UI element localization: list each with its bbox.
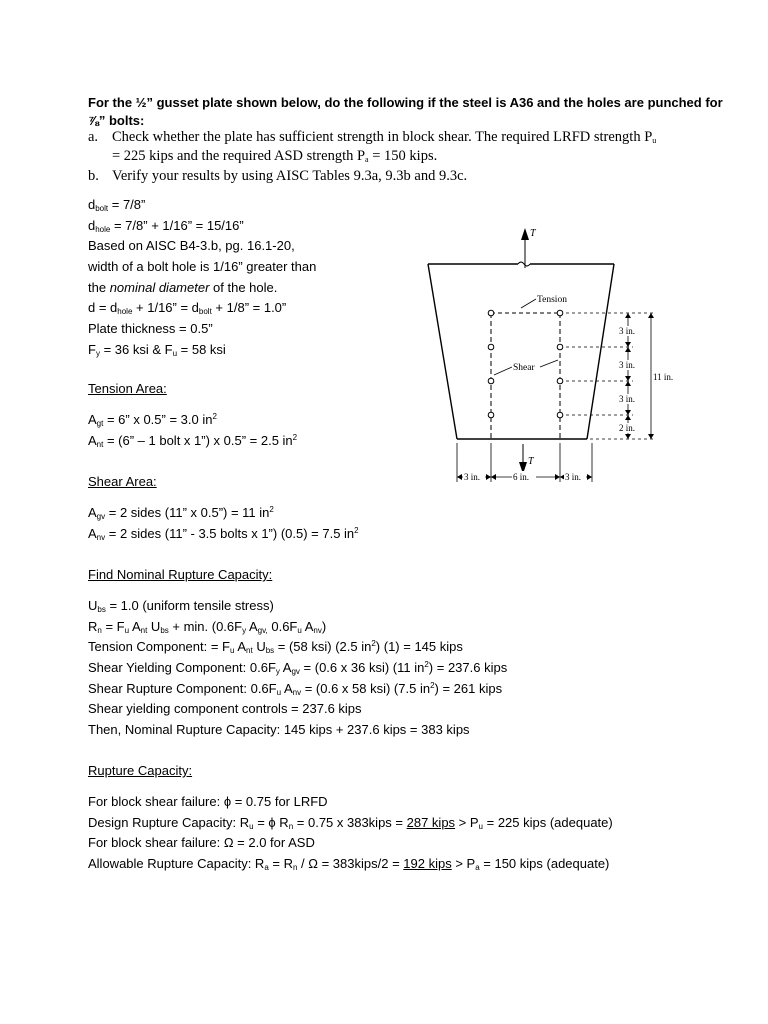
vertical-dimensions [566,313,656,439]
part-a-label: a. [88,129,99,145]
block-shear-path [491,313,560,439]
tension-area-heading: Tension Area: [88,381,167,396]
anv-line: $A_{nv} = 2$ sides (11” - 3.5 bolts x 1”) (0.5) = 7.5 $in^2$ [88,526,359,542]
design-rupture-capacity: Design Rupture Capacity: $R_u = \phi$ $R_n = 0.75$ x 383kips = 287 kips > $P_u = 225$ kips (adequate) [88,815,613,831]
part-a-text-cont: = 225 kips and the required ASD strength $P_a = 150$ kips. [112,148,438,164]
shear-yielding-component: Shear Yielding Component: $0.6F_y$ $A_{gv} = (0.6$ x 36 ksi) (11 $in^2) = 237.6$ kips [88,660,508,676]
dim-3in-2: 3 in. [619,360,636,370]
controls-line: Shear yielding component controls = 237.6 kips [88,701,362,716]
bolt-hole [557,344,563,350]
tension-label: Tension [537,295,567,305]
shear-area-heading: Shear Area: [88,474,157,489]
shear-rupture-component: Shear Rupture Component: $0.6F_u$ $A_{nv} = (0.6$ x 58 ksi) (7.5 $in^2) = 261$ kips [88,681,503,697]
bolt-hole [488,412,494,418]
bolt-hole [557,378,563,384]
part-b-label: b. [88,168,99,184]
nominal-diameter-note: the nominal diameter of the hole. [88,280,278,295]
t-label-bottom: T [528,456,534,467]
bolt-hole [488,344,494,350]
dim-3in-3: 3 in. [619,394,636,404]
ubs-line: $U_{bs} = 1.0$ (uniform tensile stress) [88,598,274,614]
bolt-hole [488,378,494,384]
plate-outline [428,262,614,439]
tension-arrow-bottom [519,444,535,474]
bolt-hole [557,310,563,316]
dim-bottom-right: 3 in. [565,472,582,482]
dim-2in: 2 in. [619,423,636,433]
asd-factor: For block shear failure: Ω = 2.0 for ASD [88,835,315,850]
part-a-text: Check whether the plate has sufficient strength in block shear. The required LRFD strength $P_u$ [112,129,657,145]
dim-3in-1: 3 in. [619,326,636,336]
tension-component: Tension Component: = $F_u$ $A_{nt}$ $U_{bs} = (58$ ksi) (2.5 $in^2$) (1) = 145 kips [88,639,463,655]
dbolt-line: $d_{bolt} = 7/8$” [88,197,146,213]
shear-label: Shear [513,363,535,373]
part-b-text: Verify your results by using AISC Tables 9.3a, 9.3b and 9.3c. [112,168,468,184]
agv-line: $A_{gv} = 2$ sides (11” x 0.5”) = 11 $in^2$ [88,505,274,521]
agt-line: $A_{gt} = 6$” x 0.5” = 3.0 $in^2$ [88,412,217,428]
material-strengths: $F_y = 36$ ksi & $F_u = 58$ ksi [88,342,226,358]
bolt-hole [557,412,563,418]
dhole-line: $d_{hole} = 7/8$” + 1/16” = 15/16” [88,218,244,234]
dim-11in: 11 in. [653,372,674,382]
problem-intro-cont: ⅞” bolts: [88,113,145,128]
t-label-top: T [530,228,536,239]
lrfd-factor: For block shear failure: ϕ = 0.75 for LRFD [88,794,328,809]
dim-bottom-left: 3 in. [464,472,481,482]
aisc-reference: Based on AISC B4-3.b, pg. 16.1-20, [88,238,295,253]
rn-equation: $R_n = F_u$ $A_{nt}$ $U_{bs} + \min$. ($0.6F_y$ $A_{gv,}$ $0.6F_u$ $A_{nv}$) [88,619,327,635]
allowable-rupture-capacity: Allowable Rupture Capacity: $R_a = R_n / \Omega$ = 383kips/2 = 192 kips > $P_a = 150$ kips (adequate) [88,856,610,872]
nominal-capacity-result: Then, Nominal Rupture Capacity: 145 kips + 237.6 kips = 383 kips [88,722,470,737]
tension-arrow-top [521,228,537,268]
d-equation: $d = d_{hole} + 1/16$” = $d_{bolt} + 1/8$” = 1.0” [88,300,287,316]
plate-thickness: Plate thickness = 0.5” [88,321,213,336]
problem-intro: For the ½” gusset plate shown below, do the following if the steel is A36 and the holes are punched for [88,95,723,110]
rupture-capacity-heading: Rupture Capacity: [88,763,193,778]
nominal-capacity-heading: Find Nominal Rupture Capacity: [88,567,273,582]
bolt-hole [488,310,494,316]
hole-width-note: width of a bolt hole is 1/16” greater than [88,259,317,274]
ant-line: $A_{nt} = (6$” – 1 bolt x 1”) x 0.5” = 2.5 $in^2$ [88,433,298,449]
dim-bottom-mid: 6 in. [513,472,530,482]
